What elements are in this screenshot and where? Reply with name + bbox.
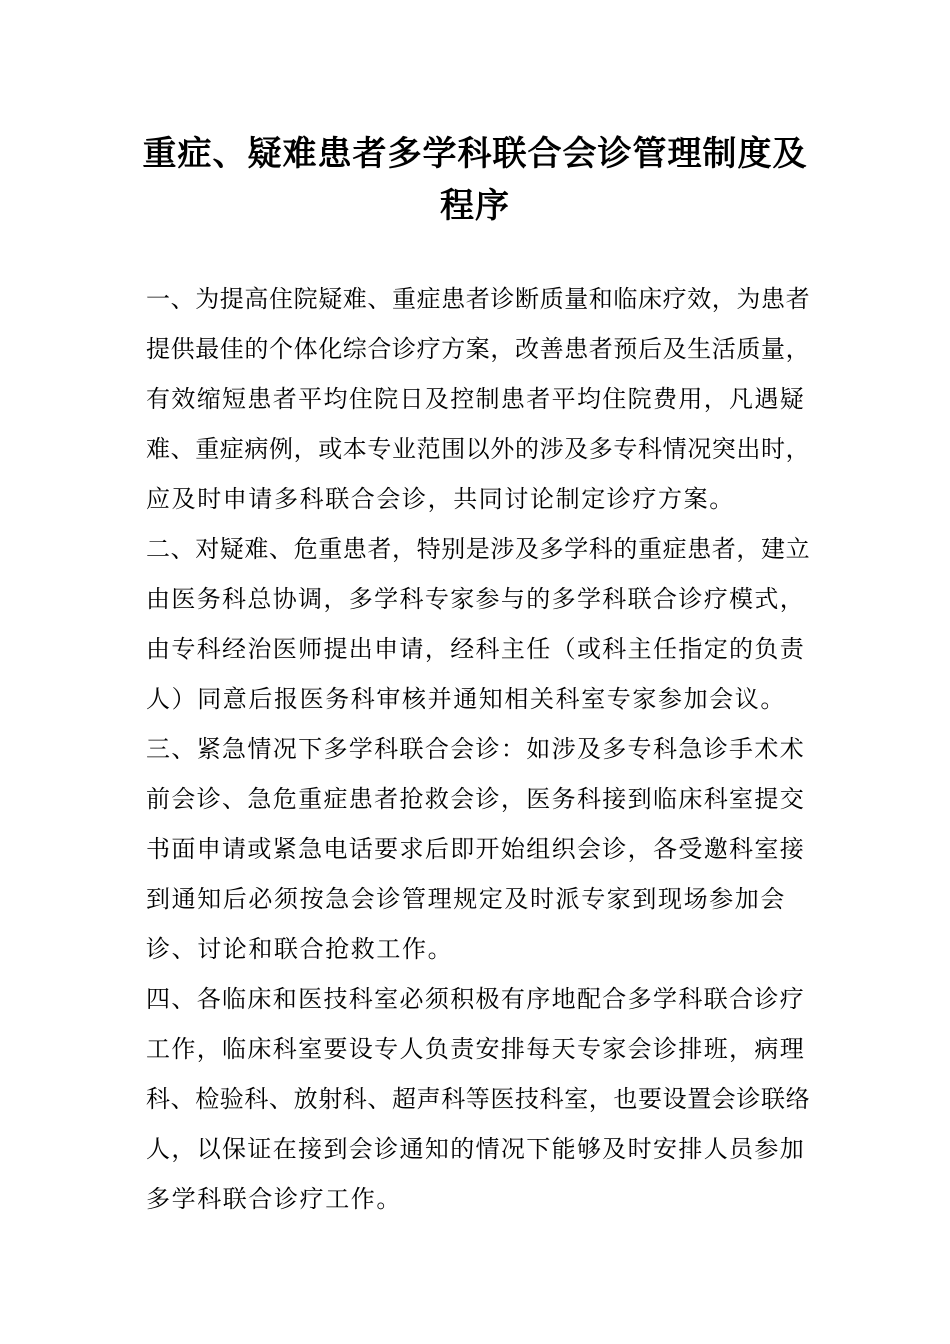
text-line: 科、检验科、放射科、超声科等医技科室，也要设置会诊联络: [146, 1085, 811, 1113]
title-line: 重症、疑难患者多学科联合会诊管理制度及: [142, 134, 808, 174]
text-line: 工作，临床科室要设专人负责安排每天专家会诊排班，病理: [146, 1035, 806, 1063]
text-line: 提供最佳的个体化综合诊疗方案，改善患者预后及生活质量，: [146, 335, 811, 363]
text-line: 三、紧急情况下多学科联合会诊：如涉及多专科急诊手术术: [146, 735, 806, 763]
text-line: 诊、讨论和联合抢救工作。: [146, 935, 454, 963]
paragraph-2: [146, 530, 810, 719]
text-line: 二、对疑难、危重患者，特别是涉及多学科的重症患者，建立: [146, 535, 811, 563]
text-line: 多学科联合诊疗工作。: [146, 1185, 402, 1213]
text-line: 应及时申请多科联合会诊，共同讨论制定诊疗方案。: [146, 485, 735, 513]
text-line: 四、各临床和医技科室必须积极有序地配合多学科联合诊疗: [146, 985, 806, 1013]
text-line: 人）同意后报医务科审核并通知相关科室专家参加会议。: [146, 685, 786, 713]
document-title: [140, 128, 810, 232]
text-line: 由医务科总协调，多学科专家参与的多学科联合诊疗模式，: [146, 585, 806, 613]
text-line: 到通知后必须按急会诊管理规定及时派专家到现场参加会: [146, 885, 786, 913]
text-line: 有效缩短患者平均住院日及控制患者平均住院费用，凡遇疑: [146, 385, 806, 413]
document-body: [146, 280, 810, 1230]
paragraph-3: [146, 730, 810, 969]
text-line: 一、为提高住院疑难、重症患者诊断质量和临床疗效，为患者: [146, 285, 811, 313]
text-line: 难、重症病例，或本专业范围以外的涉及多专科情况突出时，: [146, 435, 811, 463]
text-line: 书面申请或紧急电话要求后即开始组织会诊，各受邀科室接: [146, 835, 806, 863]
title-line: 程序: [440, 186, 510, 226]
paragraph-4: [146, 980, 810, 1219]
text-line: 人，以保证在接到会诊通知的情况下能够及时安排人员参加: [146, 1135, 806, 1163]
paragraph-1: [146, 280, 810, 519]
text-line: 由专科经治医师提出申请，经科主任（或科主任指定的负责: [146, 635, 806, 663]
text-line: 前会诊、急危重症患者抢救会诊，医务科接到临床科室提交: [146, 785, 806, 813]
